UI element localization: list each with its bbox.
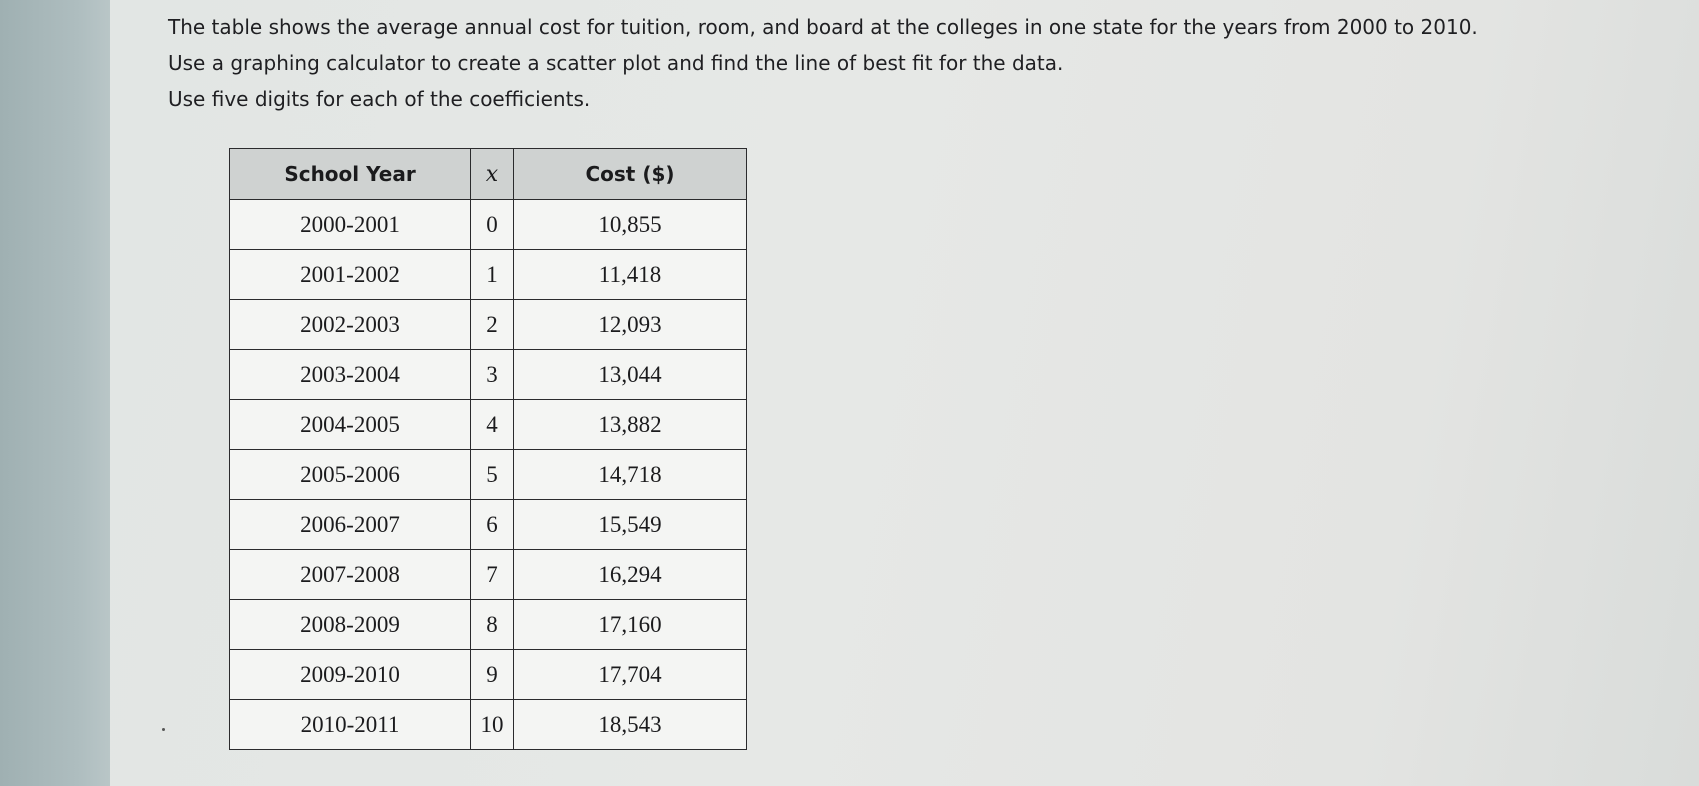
cell-school-year: 2003-2004 <box>230 350 471 400</box>
cost-data-table <box>229 148 747 750</box>
cell-cost: 14,718 <box>514 450 747 500</box>
cell-x: 1 <box>471 250 514 300</box>
cell-cost: 12,093 <box>514 300 747 350</box>
cell-school-year: 2006-2007 <box>230 500 471 550</box>
cell-cost: 17,704 <box>514 650 747 700</box>
table-row <box>230 550 747 600</box>
table-row <box>230 450 747 500</box>
table-row <box>230 200 747 250</box>
cell-x: 8 <box>471 600 514 650</box>
cell-cost: 13,882 <box>514 400 747 450</box>
question-instructions <box>168 14 1608 112</box>
cell-x: 3 <box>471 350 514 400</box>
cell-x: 7 <box>471 550 514 600</box>
cell-school-year: 2009-2010 <box>230 650 471 700</box>
table-row <box>230 500 747 550</box>
table-row <box>230 650 747 700</box>
cell-x: 4 <box>471 400 514 450</box>
table-row <box>230 350 747 400</box>
cell-school-year: 2000-2001 <box>230 200 471 250</box>
cell-cost: 16,294 <box>514 550 747 600</box>
table-row <box>230 300 747 350</box>
cell-school-year: 2007-2008 <box>230 550 471 600</box>
table-row <box>230 600 747 650</box>
cell-x: 9 <box>471 650 514 700</box>
cell-cost: 18,543 <box>514 700 747 750</box>
cell-x: 0 <box>471 200 514 250</box>
cell-cost: 17,160 <box>514 600 747 650</box>
stray-dot <box>162 728 165 731</box>
cell-x: 5 <box>471 450 514 500</box>
cell-school-year: 2002-2003 <box>230 300 471 350</box>
table-header-row <box>230 149 747 200</box>
header-cost: Cost ($) <box>514 149 747 200</box>
header-school-year: School Year <box>230 149 471 200</box>
cell-school-year: 2005-2006 <box>230 450 471 500</box>
cell-school-year: 2004-2005 <box>230 400 471 450</box>
table-row <box>230 250 747 300</box>
cell-school-year: 2001-2002 <box>230 250 471 300</box>
cell-x: 6 <box>471 500 514 550</box>
instruction-line-1: The table shows the average annual cost for tuition, room, and board at the colleges in one state for the years from 2000 to 2010. <box>168 15 1478 39</box>
cell-school-year: 2008-2009 <box>230 600 471 650</box>
cell-school-year: 2010-2011 <box>230 700 471 750</box>
cell-cost: 15,549 <box>514 500 747 550</box>
cell-cost: 11,418 <box>514 250 747 300</box>
cell-x: 10 <box>471 700 514 750</box>
header-x: x <box>471 149 514 200</box>
cell-x: 2 <box>471 300 514 350</box>
instruction-line-2: Use a graphing calculator to create a scatter plot and find the line of best fit for the data. <box>168 51 1064 75</box>
instruction-line-3: Use five digits for each of the coefficients. <box>168 87 591 111</box>
table-row <box>230 700 747 750</box>
table-row <box>230 400 747 450</box>
monitor-bezel <box>0 0 110 786</box>
cell-cost: 10,855 <box>514 200 747 250</box>
cell-cost: 13,044 <box>514 350 747 400</box>
